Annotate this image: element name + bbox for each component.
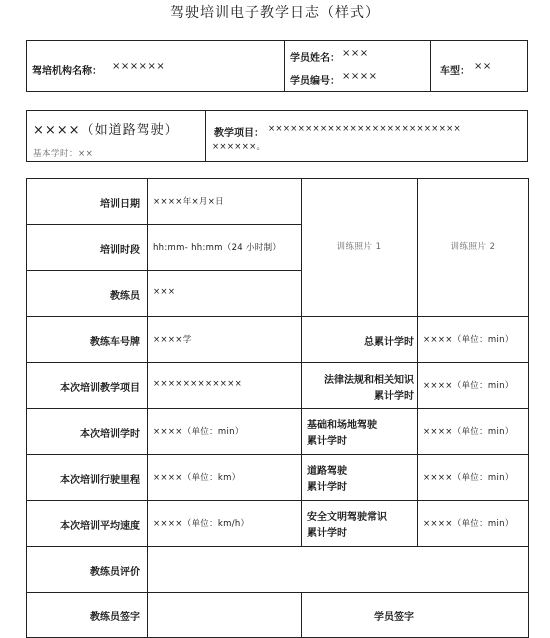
label-mileage: 本次培训行驶里程: [60, 475, 140, 486]
value-safety-hours: ××××（单位：min）: [423, 519, 514, 529]
school-value: ××××××: [112, 61, 166, 72]
student-name-value: ×××: [342, 48, 369, 59]
value-total-hours: ××××（单位：min）: [423, 335, 514, 345]
car-type-label: 车型：: [440, 66, 470, 77]
training-photo-2: 训练照片 2: [450, 242, 496, 252]
student-id-value: ××××: [342, 71, 378, 82]
label-basic-hours-2: 累计学时: [307, 436, 347, 447]
value-car-plate: ××××学: [153, 335, 192, 345]
page-title: 驾驶培训电子教学日志（样式）: [170, 5, 380, 21]
label-training-period: 培训时段: [100, 245, 140, 256]
teaching-item-value-2: ××××××。: [212, 142, 266, 152]
value-avg-speed: ××××（单位：km/h）: [153, 519, 250, 529]
school-label: 驾培机构名称：: [32, 66, 102, 77]
label-teaching-item: 本次培训教学项目: [60, 383, 140, 394]
course-subject: ××××（如道路驾驶）: [33, 123, 179, 138]
label-student-signature: 学员签字: [374, 612, 414, 623]
label-safety-hours-1: 安全文明驾驶常识: [307, 512, 387, 523]
value-teaching-item: ××××××××××××: [153, 379, 243, 389]
label-law-hours-1: 法律法规和相关知识: [324, 375, 414, 386]
label-road-hours-2: 累计学时: [307, 482, 347, 493]
label-training-date: 培训日期: [100, 199, 140, 210]
teaching-item-value-1: ××××××××××××××××××××××××××: [268, 124, 461, 134]
label-road-hours-1: 道路驾驶: [307, 466, 347, 477]
value-road-hours: ××××（单位：min）: [423, 473, 514, 483]
label-coach-signature: 教练员签字: [90, 612, 140, 623]
label-car-plate: 教练车号牌: [90, 337, 140, 348]
training-photo-1: 训练照片 1: [336, 242, 382, 252]
value-training-date: ××××年×月×日: [153, 197, 224, 207]
car-type-value: ××: [474, 61, 492, 72]
value-coach: ×××: [153, 287, 176, 297]
label-safety-hours-2: 累计学时: [307, 528, 347, 539]
label-total-hours: 总累计学时: [364, 337, 414, 348]
teaching-item-label: 教学项目：: [214, 128, 264, 139]
value-mileage: ××××（单位：km）: [153, 473, 241, 483]
label-training-hours: 本次培训学时: [80, 429, 140, 440]
label-avg-speed: 本次培训平均速度: [60, 521, 140, 532]
value-training-hours: ××××（单位：min）: [153, 427, 244, 437]
value-law-hours: ××××（单位：min）: [423, 381, 514, 391]
value-training-period: hh:mm- hh:mm（24 小时制）: [153, 243, 282, 253]
student-id-label: 学员编号：: [290, 76, 340, 87]
label-law-hours-2: 累计学时: [374, 391, 414, 402]
label-basic-hours-1: 基础和场地驾驶: [307, 420, 377, 431]
label-coach: 教练员: [110, 291, 140, 302]
base-hours: 基本学时：××: [33, 149, 94, 159]
value-basic-hours: ××××（单位：min）: [423, 427, 514, 437]
student-name-label: 学员姓名：: [290, 53, 340, 64]
label-coach-evaluation: 教练员评价: [90, 567, 140, 578]
